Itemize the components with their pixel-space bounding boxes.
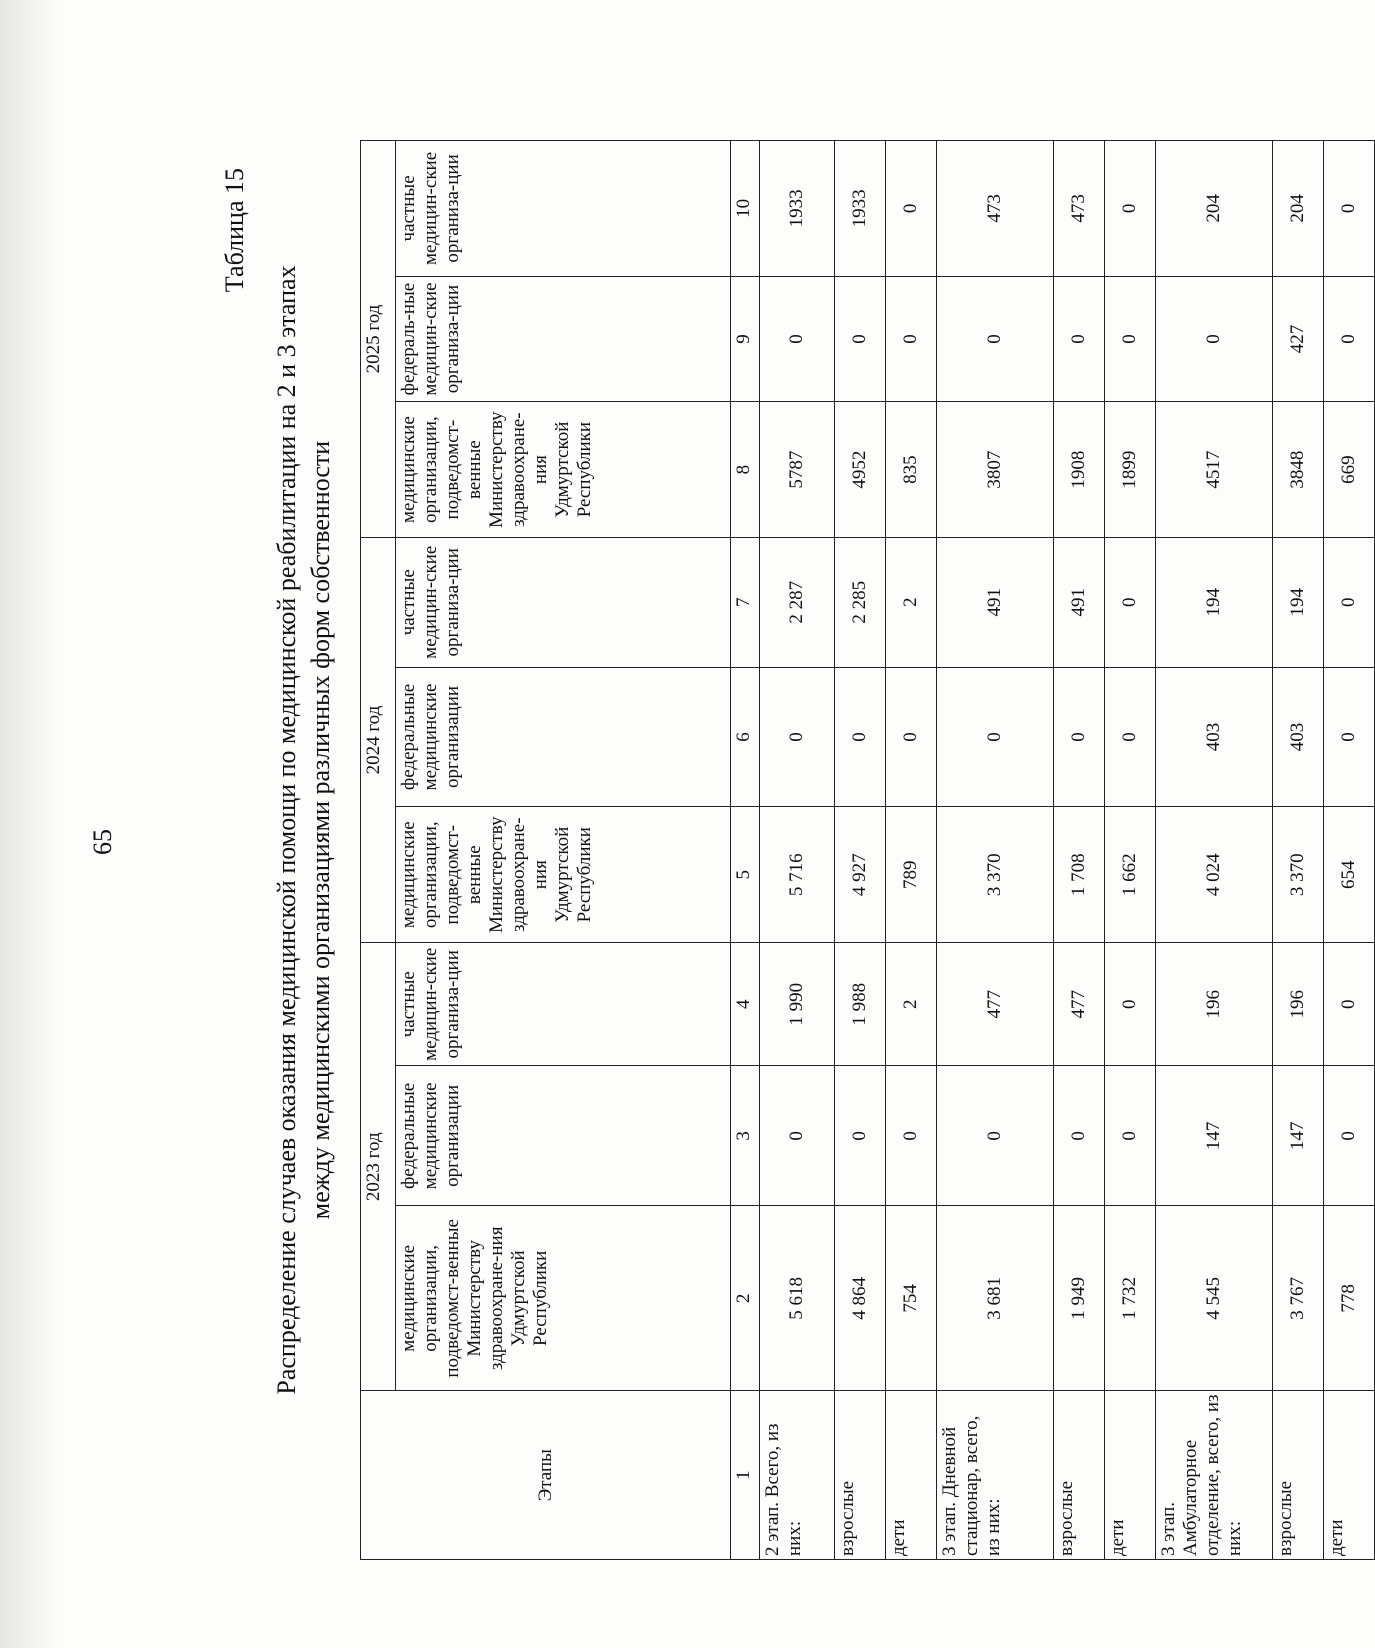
table-row — [1105, 141, 1156, 1560]
value-cell: 0 — [1324, 667, 1375, 807]
value-cell: 1 662 — [1105, 807, 1156, 943]
header-row-years — [361, 141, 396, 1560]
stage-label: 3 этап. Амбулаторное отделение, всего, из них: — [1156, 1391, 1273, 1560]
value-cell: 0 — [1324, 276, 1375, 401]
value-cell: 5 618 — [760, 1206, 835, 1391]
value-cell: 5787 — [760, 402, 835, 538]
value-cell: 3 370 — [937, 807, 1054, 943]
header-org-regional-2024: медицинские организации, подведомст-венные Министерству здравоохране-ния Удмуртской Республики — [396, 807, 731, 943]
value-cell: 473 — [937, 141, 1054, 277]
rotated-page — [60, 60, 1359, 1600]
column-number: 4 — [731, 943, 760, 1066]
value-cell: 147 — [1273, 1066, 1324, 1206]
value-cell: 0 — [1105, 537, 1156, 667]
value-cell: 2 — [886, 943, 937, 1066]
value-cell: 403 — [1273, 667, 1324, 807]
value-cell: 1 732 — [1105, 1206, 1156, 1391]
value-cell: 0 — [1324, 141, 1375, 277]
value-cell: 4517 — [1156, 402, 1273, 538]
value-cell: 0 — [1324, 943, 1375, 1066]
value-cell: 0 — [1054, 276, 1105, 401]
value-cell: 2 287 — [760, 537, 835, 667]
value-cell: 0 — [760, 276, 835, 401]
value-cell: 0 — [937, 667, 1054, 807]
value-cell: 3 681 — [937, 1206, 1054, 1391]
table-row — [937, 141, 1054, 1560]
value-cell: 4 927 — [835, 807, 886, 943]
value-cell: 1 988 — [835, 943, 886, 1066]
header-year-2024: 2024 год — [361, 537, 396, 942]
header-year-2023: 2023 год — [361, 943, 396, 1391]
page-number: 65 — [88, 829, 117, 855]
value-cell: 1 949 — [1054, 1206, 1105, 1391]
value-cell: 754 — [886, 1206, 937, 1391]
value-cell: 4952 — [835, 402, 886, 538]
value-cell: 1 990 — [760, 943, 835, 1066]
value-cell: 0 — [835, 667, 886, 807]
value-cell: 204 — [1273, 141, 1324, 277]
value-cell: 0 — [835, 1066, 886, 1206]
value-cell: 789 — [886, 807, 937, 943]
title-line-2: между медицинскими организациями различных форм собственности — [306, 440, 335, 1220]
stage-label: 3 этап. Дневной стационар, всего, из них: — [937, 1391, 1054, 1560]
value-cell: 0 — [1324, 1066, 1375, 1206]
column-number: 1 — [731, 1391, 760, 1560]
value-cell: 3807 — [937, 402, 1054, 538]
value-cell: 1908 — [1054, 402, 1105, 538]
stage-label: взрослые — [1054, 1391, 1105, 1560]
title-line-1: Распределение случаев оказания медицинской помощи по медицинской реабилитации на 2 и 3 этапах — [272, 265, 301, 1395]
stage-label: дети — [1324, 1391, 1375, 1560]
value-cell: 0 — [886, 276, 937, 401]
value-cell: 3 767 — [1273, 1206, 1324, 1391]
header-org-federal-2023: федеральные медицинские организации — [396, 1066, 731, 1206]
value-cell: 473 — [1054, 141, 1105, 277]
table-row — [886, 141, 937, 1560]
column-number: 7 — [731, 537, 760, 667]
value-cell: 0 — [835, 276, 886, 401]
scan-edge — [0, 0, 60, 1648]
value-cell: 3 370 — [1273, 807, 1324, 943]
header-year-2025: 2025 год — [361, 141, 396, 538]
header-org-regional-2025: медицинские организации, подведомст-венные Министерству здравоохране-ния Удмуртской Республики — [396, 402, 731, 538]
table-title — [270, 140, 338, 1520]
table-row — [1054, 141, 1105, 1560]
value-cell: 477 — [937, 943, 1054, 1066]
stage-label: 2 этап. Всего, из них: — [760, 1391, 835, 1560]
value-cell: 1933 — [835, 141, 886, 277]
value-cell: 3848 — [1273, 402, 1324, 538]
value-cell: 0 — [886, 141, 937, 277]
value-cell: 0 — [1156, 276, 1273, 401]
value-cell: 835 — [886, 402, 937, 538]
column-number: 5 — [731, 807, 760, 943]
value-cell: 4 024 — [1156, 807, 1273, 943]
header-row-org-types — [396, 141, 731, 1560]
value-cell: 194 — [1273, 537, 1324, 667]
header-org-regional-2023: медицинские организации, подведомст-венные Министерству здравоохране-ния Удмуртской Республики — [396, 1206, 731, 1391]
value-cell: 0 — [937, 1066, 1054, 1206]
value-cell: 491 — [937, 537, 1054, 667]
value-cell: 194 — [1156, 537, 1273, 667]
value-cell: 0 — [1105, 667, 1156, 807]
value-cell: 0 — [1054, 667, 1105, 807]
column-number: 6 — [731, 667, 760, 807]
table-label: Таблица 15 — [220, 168, 249, 293]
column-number: 9 — [731, 276, 760, 401]
value-cell: 0 — [1324, 537, 1375, 667]
stage-label: взрослые — [1273, 1391, 1324, 1560]
value-cell: 0 — [760, 1066, 835, 1206]
value-cell: 2 285 — [835, 537, 886, 667]
header-org-federal-2024: федеральные медицинские организации — [396, 667, 731, 807]
value-cell: 491 — [1054, 537, 1105, 667]
table-row — [760, 141, 835, 1560]
column-number: 8 — [731, 402, 760, 538]
value-cell: 147 — [1156, 1066, 1273, 1206]
value-cell: 1 708 — [1054, 807, 1105, 943]
value-cell: 2 — [886, 537, 937, 667]
header-stages: Этапы — [361, 1391, 731, 1560]
column-number: 10 — [731, 141, 760, 277]
column-number: 3 — [731, 1066, 760, 1206]
value-cell: 1899 — [1105, 402, 1156, 538]
value-cell: 0 — [937, 276, 1054, 401]
header-org-private-2024: частные медицин-ские организа-ции — [396, 537, 731, 667]
value-cell: 5 716 — [760, 807, 835, 943]
value-cell: 0 — [760, 667, 835, 807]
value-cell: 4 545 — [1156, 1206, 1273, 1391]
table-row — [835, 141, 886, 1560]
value-cell: 196 — [1273, 943, 1324, 1066]
header-org-federal-2025: федераль-ные медицин-ские организа-ции — [396, 276, 731, 401]
value-cell: 4 864 — [835, 1206, 886, 1391]
column-number: 2 — [731, 1206, 760, 1391]
value-cell: 1933 — [760, 141, 835, 277]
table-body — [760, 141, 1375, 1560]
value-cell: 0 — [1054, 1066, 1105, 1206]
rehab-distribution-table — [360, 140, 1375, 1560]
value-cell: 0 — [1105, 1066, 1156, 1206]
value-cell: 196 — [1156, 943, 1273, 1066]
table-row — [1273, 141, 1324, 1560]
column-number-row — [731, 141, 760, 1560]
value-cell: 654 — [1324, 807, 1375, 943]
value-cell: 0 — [1105, 943, 1156, 1066]
value-cell: 0 — [886, 667, 937, 807]
header-org-private-2023: частные медицин-ские организа-ции — [396, 943, 731, 1066]
stage-label: дети — [886, 1391, 937, 1560]
value-cell: 204 — [1156, 141, 1273, 277]
value-cell: 477 — [1054, 943, 1105, 1066]
value-cell: 403 — [1156, 667, 1273, 807]
table-row — [1324, 141, 1375, 1560]
stage-label: взрослые — [835, 1391, 886, 1560]
value-cell: 427 — [1273, 276, 1324, 401]
value-cell: 0 — [1105, 141, 1156, 277]
stage-label: дети — [1105, 1391, 1156, 1560]
header-org-private-2025: частные медицин-ские организа-ции — [396, 141, 731, 277]
value-cell: 669 — [1324, 402, 1375, 538]
value-cell: 0 — [886, 1066, 937, 1206]
table-row — [1156, 141, 1273, 1560]
value-cell: 778 — [1324, 1206, 1375, 1391]
value-cell: 0 — [1105, 276, 1156, 401]
